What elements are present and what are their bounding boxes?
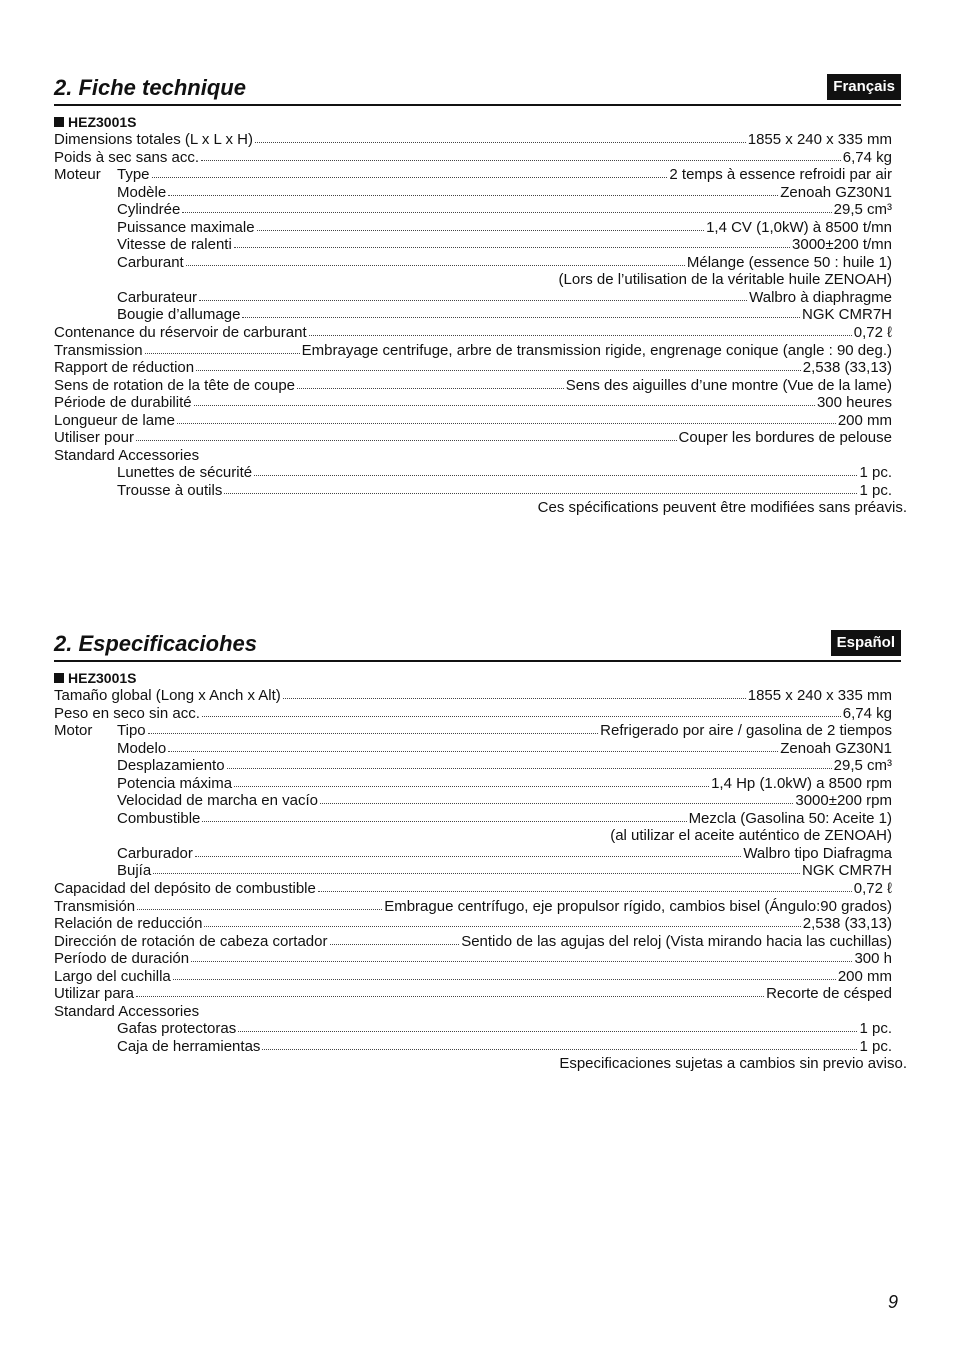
indent-spacer <box>54 464 117 482</box>
spec-label: Sens de rotation de la tête de coupe <box>54 376 296 394</box>
spec-row <box>54 482 892 500</box>
dot-leader <box>148 722 599 740</box>
spec-row <box>54 394 892 412</box>
spec-value: 1 pc. <box>859 1037 892 1055</box>
spec-group-label: Motor <box>54 722 93 740</box>
spec-row <box>54 1038 892 1056</box>
dot-leader <box>242 306 800 324</box>
indent-spacer <box>54 219 117 237</box>
dot-leader <box>224 482 857 500</box>
dot-leader <box>204 915 800 933</box>
spec-label: Tipo <box>117 722 146 740</box>
spec-row <box>54 880 892 898</box>
spec-value: 1855 x 240 x 335 mm <box>747 687 892 704</box>
spec-value: 3000±200 rpm <box>795 792 892 810</box>
spec-row <box>54 464 892 482</box>
spec-value: Zenoah GZ30N1 <box>780 739 892 757</box>
spec-row <box>54 149 892 167</box>
language-badge: Français <box>827 74 901 100</box>
spec-label: Caja de herramientas <box>117 1037 261 1055</box>
dot-leader <box>168 740 778 758</box>
spec-label: Période de durabilité <box>54 394 192 412</box>
spec-label: Trousse à outils <box>117 481 223 499</box>
spec-row <box>54 201 892 219</box>
spec-value: 1855 x 240 x 335 mm <box>747 131 892 148</box>
spec-row <box>54 306 892 324</box>
dot-leader <box>196 359 801 377</box>
spec-row <box>54 289 892 307</box>
spec-row <box>54 985 892 1003</box>
dot-leader <box>191 950 852 968</box>
spec-value: 2,538 (33,13) <box>802 359 892 377</box>
spec-value: 29,5 cm³ <box>833 201 892 219</box>
dot-leader <box>234 236 790 254</box>
spec-label: Cylindrée <box>117 201 181 219</box>
spec-row <box>54 236 892 254</box>
spec-value: 6,74 kg <box>842 704 892 722</box>
spec-row <box>54 1020 892 1038</box>
spec-value: 6,74 kg <box>842 148 892 166</box>
dot-leader <box>283 687 746 705</box>
dot-leader <box>186 254 685 272</box>
spec-value: Refrigerado por aire / gasolina de 2 tiempos <box>600 722 892 740</box>
spec-row <box>54 950 892 968</box>
spec-value: 1,4 CV (1,0kW) à 8500 t/mn <box>706 218 892 236</box>
spec-row <box>54 254 892 272</box>
spec-row <box>54 845 892 863</box>
spec-row <box>54 271 892 289</box>
indent-spacer <box>54 306 117 324</box>
indent-spacer <box>54 1038 117 1056</box>
dot-leader <box>297 377 564 395</box>
spec-label: Transmisión <box>54 897 136 915</box>
spec-row <box>54 412 892 430</box>
spec-label: Carburateur <box>117 288 198 306</box>
dot-leader <box>318 880 852 898</box>
spec-list <box>54 131 892 499</box>
indent-spacer <box>54 810 117 828</box>
dot-leader <box>201 149 841 167</box>
spec-value: NGK CMR7H <box>801 306 892 324</box>
spec-value: 200 mm <box>837 967 892 985</box>
spec-value: 0,72 ℓ <box>853 880 892 898</box>
spec-value: Sentido de las agujas del reloj (Vista mirando hacia las cuchillas) <box>461 932 892 950</box>
spec-label: Transmission <box>54 341 143 359</box>
indent-spacer <box>54 845 117 863</box>
dot-leader <box>262 1038 857 1056</box>
spec-value: 3000±200 t/mn <box>792 236 892 254</box>
spec-row <box>54 775 892 793</box>
indent-spacer <box>54 184 117 202</box>
spec-label: Capacidad del depósito de combustible <box>54 880 316 898</box>
spec-row <box>54 342 892 360</box>
spec-label: Contenance du réservoir de carburant <box>54 324 307 342</box>
title-rule <box>54 660 901 662</box>
spec-row <box>54 131 892 149</box>
indent-spacer <box>54 201 117 219</box>
spec-row <box>54 722 892 740</box>
spec-row <box>54 898 892 916</box>
spec-row <box>54 184 892 202</box>
dot-leader <box>145 342 300 360</box>
spec-value: (al utilizar el aceite auténtico de ZENOAH) <box>610 827 892 845</box>
spec-row <box>54 219 892 237</box>
disclaimer-note: Especificaciones sujetas a cambios sin previo aviso. <box>559 1055 907 1072</box>
spec-label: Velocidad de marcha en vacío <box>117 792 318 810</box>
dot-leader <box>173 968 836 986</box>
dot-leader <box>182 201 831 219</box>
spec-row <box>54 915 892 933</box>
dot-leader <box>234 775 709 793</box>
spec-row <box>54 757 892 775</box>
spec-list <box>54 687 892 1055</box>
square-bullet-icon <box>54 117 64 127</box>
spec-label: Puissance maximale <box>117 218 255 236</box>
spec-value: Mezcla (Gasolina 50: Aceite 1) <box>688 809 892 827</box>
spec-label: Vitesse de ralenti <box>117 236 232 254</box>
spec-label: Longueur de lame <box>54 411 175 429</box>
dot-leader <box>136 985 764 1003</box>
spec-label: Bougie d’allumage <box>117 306 241 324</box>
spec-label: Lunettes de sécurité <box>117 464 253 482</box>
spec-value: Couper les bordures de pelouse <box>678 429 892 447</box>
spec-row <box>54 810 892 828</box>
title-rule <box>54 104 901 106</box>
dot-leader <box>257 219 705 237</box>
spec-value: Zenoah GZ30N1 <box>780 183 892 201</box>
model-heading <box>54 114 136 130</box>
indent-spacer <box>54 862 117 880</box>
spec-row <box>54 377 892 395</box>
dot-leader <box>177 412 836 430</box>
dot-leader <box>227 757 832 775</box>
indent-spacer <box>54 289 117 307</box>
spec-row <box>54 324 892 342</box>
spec-row <box>54 705 892 723</box>
spec-label: Relación de reducción <box>54 915 203 933</box>
spec-label: Type <box>117 166 150 184</box>
spec-label: Standard Accessories <box>54 1002 200 1020</box>
model-name: HEZ3001S <box>68 670 137 686</box>
spec-value: 200 mm <box>837 411 892 429</box>
spec-label: Bujía <box>117 862 152 880</box>
dot-leader <box>238 1020 857 1038</box>
dot-leader <box>309 324 852 342</box>
dot-leader <box>137 898 382 916</box>
spec-value: Sens des aiguilles d’une montre (Vue de la lame) <box>565 376 892 394</box>
spec-row <box>54 1003 892 1021</box>
spec-row <box>54 359 892 377</box>
spec-value: 0,72 ℓ <box>853 324 892 342</box>
indent-spacer <box>54 792 117 810</box>
section-title: 2. Fiche technique <box>54 75 246 100</box>
indent-spacer <box>54 757 117 775</box>
spec-row <box>54 862 892 880</box>
dot-leader <box>255 131 746 149</box>
spec-value: 1 pc. <box>859 481 892 499</box>
indent-spacer <box>54 775 117 793</box>
spec-row <box>54 166 892 184</box>
spec-label: Combustible <box>117 809 201 827</box>
spec-value: Embrague centrífugo, eje propulsor rígido, cambios bisel (Ángulo:90 grados) <box>384 897 892 915</box>
indent-spacer <box>54 236 117 254</box>
dot-leader <box>199 289 747 307</box>
indent-spacer <box>54 482 117 500</box>
spec-row <box>54 968 892 986</box>
spec-label: Modelo <box>117 739 167 757</box>
dot-leader <box>194 394 815 412</box>
spec-label: Utilizar para <box>54 985 135 1003</box>
dot-leader <box>254 464 857 482</box>
square-bullet-icon <box>54 673 64 683</box>
spec-label: Gafas protectoras <box>117 1020 237 1038</box>
spec-row <box>54 740 892 758</box>
spec-group-label: Moteur <box>54 166 101 184</box>
spec-label: Dirección de rotación de cabeza cortador <box>54 932 328 950</box>
spec-label: Tamaño global (Long x Anch x Alt) <box>54 687 281 704</box>
section-title: 2. Especificaciohes <box>54 631 257 656</box>
spec-label: Carburant <box>117 253 184 271</box>
dot-leader <box>153 862 800 880</box>
spec-value: 29,5 cm³ <box>833 757 892 775</box>
spec-value: 1 pc. <box>859 464 892 482</box>
spec-row <box>54 447 892 465</box>
language-badge: Español <box>831 630 901 656</box>
spec-value: Walbro à diaphragme <box>749 288 892 306</box>
spec-value: 2,538 (33,13) <box>802 915 892 933</box>
spec-row <box>54 792 892 810</box>
dot-leader <box>202 810 686 828</box>
spec-label: Utiliser pour <box>54 429 135 447</box>
spec-label: Poids à sec sans acc. <box>54 148 200 166</box>
spec-label: Potencia máxima <box>117 774 233 792</box>
disclaimer-note: Ces spécifications peuvent être modifiées sans préavis. <box>537 499 907 516</box>
spec-value: 1,4 Hp (1.0kW) a 8500 rpm <box>711 774 892 792</box>
spec-label: Desplazamiento <box>117 757 225 775</box>
indent-spacer <box>54 254 117 272</box>
spec-value: Mélange (essence 50 : huile 1) <box>686 253 892 271</box>
spec-value: 300 h <box>854 950 892 968</box>
spec-value: Embrayage centrifuge, arbre de transmission rigide, engrenage conique (angle : 90 deg.) <box>301 341 892 359</box>
spec-label: Modèle <box>117 183 167 201</box>
spec-label: Peso en seco sin acc. <box>54 704 200 722</box>
spec-value: 300 heures <box>816 394 892 412</box>
spec-row <box>54 933 892 951</box>
spec-label: Rapport de réduction <box>54 359 195 377</box>
spec-row <box>54 687 892 705</box>
spec-label: Standard Accessories <box>54 446 200 464</box>
dot-leader <box>320 792 793 810</box>
dot-leader <box>202 705 841 723</box>
dot-leader <box>136 429 676 447</box>
spec-value: 2 temps à essence refroidi par air <box>669 166 892 184</box>
spec-label: Dimensions totales (L x L x H) <box>54 131 253 148</box>
spec-row <box>54 827 892 845</box>
spec-value: Walbro tipo Diafragma <box>743 844 892 862</box>
model-heading <box>54 670 136 686</box>
spec-label: Carburador <box>117 844 193 862</box>
page-number: 9 <box>888 1292 899 1312</box>
spec-value: NGK CMR7H <box>801 862 892 880</box>
dot-leader <box>168 184 778 202</box>
dot-leader <box>330 933 460 951</box>
spec-value: (Lors de l’utilisation de la véritable huile ZENOAH) <box>558 271 892 289</box>
model-name: HEZ3001S <box>68 114 137 130</box>
dot-leader <box>195 845 741 863</box>
dot-leader <box>152 166 668 184</box>
spec-label: Largo del cuchilla <box>54 967 171 985</box>
spec-value: Recorte de césped <box>766 985 892 1003</box>
spec-label: Período de duración <box>54 950 190 968</box>
spec-row <box>54 429 892 447</box>
indent-spacer <box>54 1020 117 1038</box>
spec-value: 1 pc. <box>859 1020 892 1038</box>
indent-spacer <box>54 740 117 758</box>
